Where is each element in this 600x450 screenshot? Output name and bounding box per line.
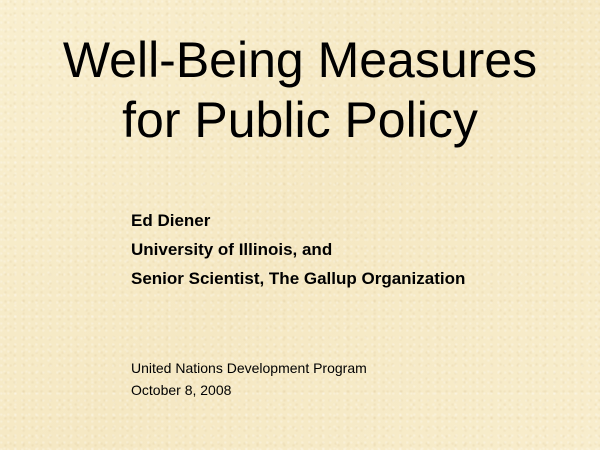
event-block	[131, 357, 367, 401]
event-date: October 8, 2008	[131, 382, 232, 398]
event-name: United Nations Development Program	[131, 360, 367, 376]
slide-title-line-1: Well-Being Measures	[62, 32, 538, 88]
author-block	[131, 206, 465, 293]
author-affiliation: University of Illinois, and	[131, 240, 333, 259]
author-position: Senior Scientist, The Gallup Organization	[131, 269, 466, 288]
slide-title	[0, 30, 600, 150]
slide-title-line-2: for Public Policy	[122, 92, 478, 148]
author-name: Ed Diener	[131, 211, 211, 230]
